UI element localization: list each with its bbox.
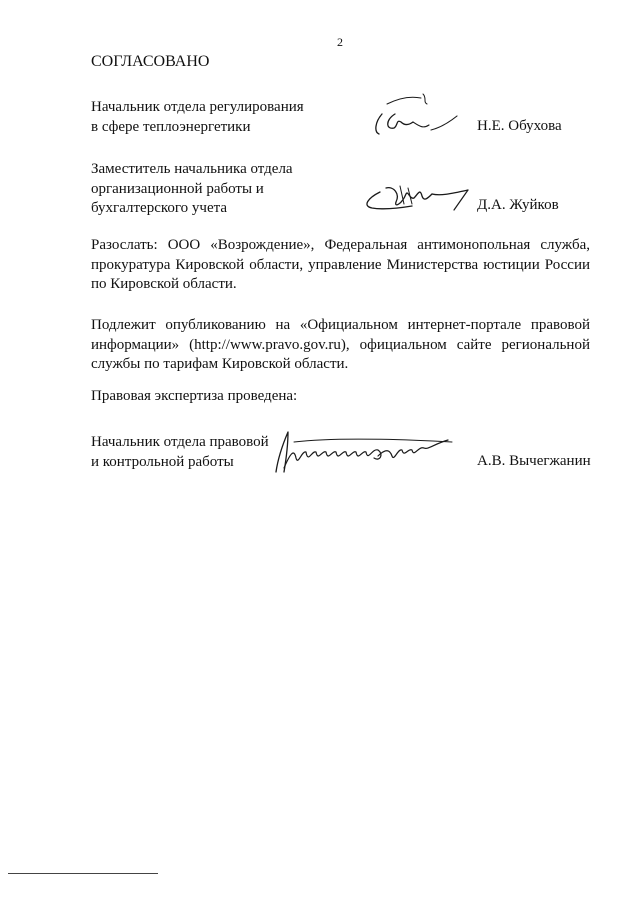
publication-paragraph: Подлежит опубликованию на «Официальном интернет-портале правовой информации» (http://www.pravo.gov.ru), официальном сайте региональной службы по тарифам Кировской области. [91,317,590,372]
distribution-paragraph: Разослать: ООО «Возрождение», Федеральная антимонопольная служба, прокуратура Кировской области, управление Министерства юстиции России по Кировской области. [91,237,590,292]
signatory-2-position [91,160,293,219]
legal-review-position [91,433,269,472]
position-line: и контрольной работы [91,453,234,470]
position-line: Начальник отдела правовой [91,434,269,450]
signature-vychegzhanin [268,428,458,474]
signatory-2-name: Д.А. Жуйков [477,197,559,213]
legal-review-name: А.В. Вычегжанин [477,453,591,469]
position-line: бухгалтерского учета [91,200,228,216]
footnote-separator [8,873,158,874]
signatory-1-name: Н.Е. Обухова [477,118,562,134]
position-line: Заместитель начальника отдела [91,161,293,177]
signature-zhuykov [360,180,475,218]
position-line: в сфере теплоэнергетики [91,118,251,135]
legal-review-statement: Правовая экспертиза проведена: [91,388,298,404]
approval-heading: СОГЛАСОВАНО [91,53,210,70]
signature-obukhova [365,92,465,140]
position-line: организационной работы и [91,180,264,197]
position-line: Начальник отдела регулирования [91,99,304,115]
page-number: 2 [337,35,343,49]
signatory-1-position [91,98,304,137]
